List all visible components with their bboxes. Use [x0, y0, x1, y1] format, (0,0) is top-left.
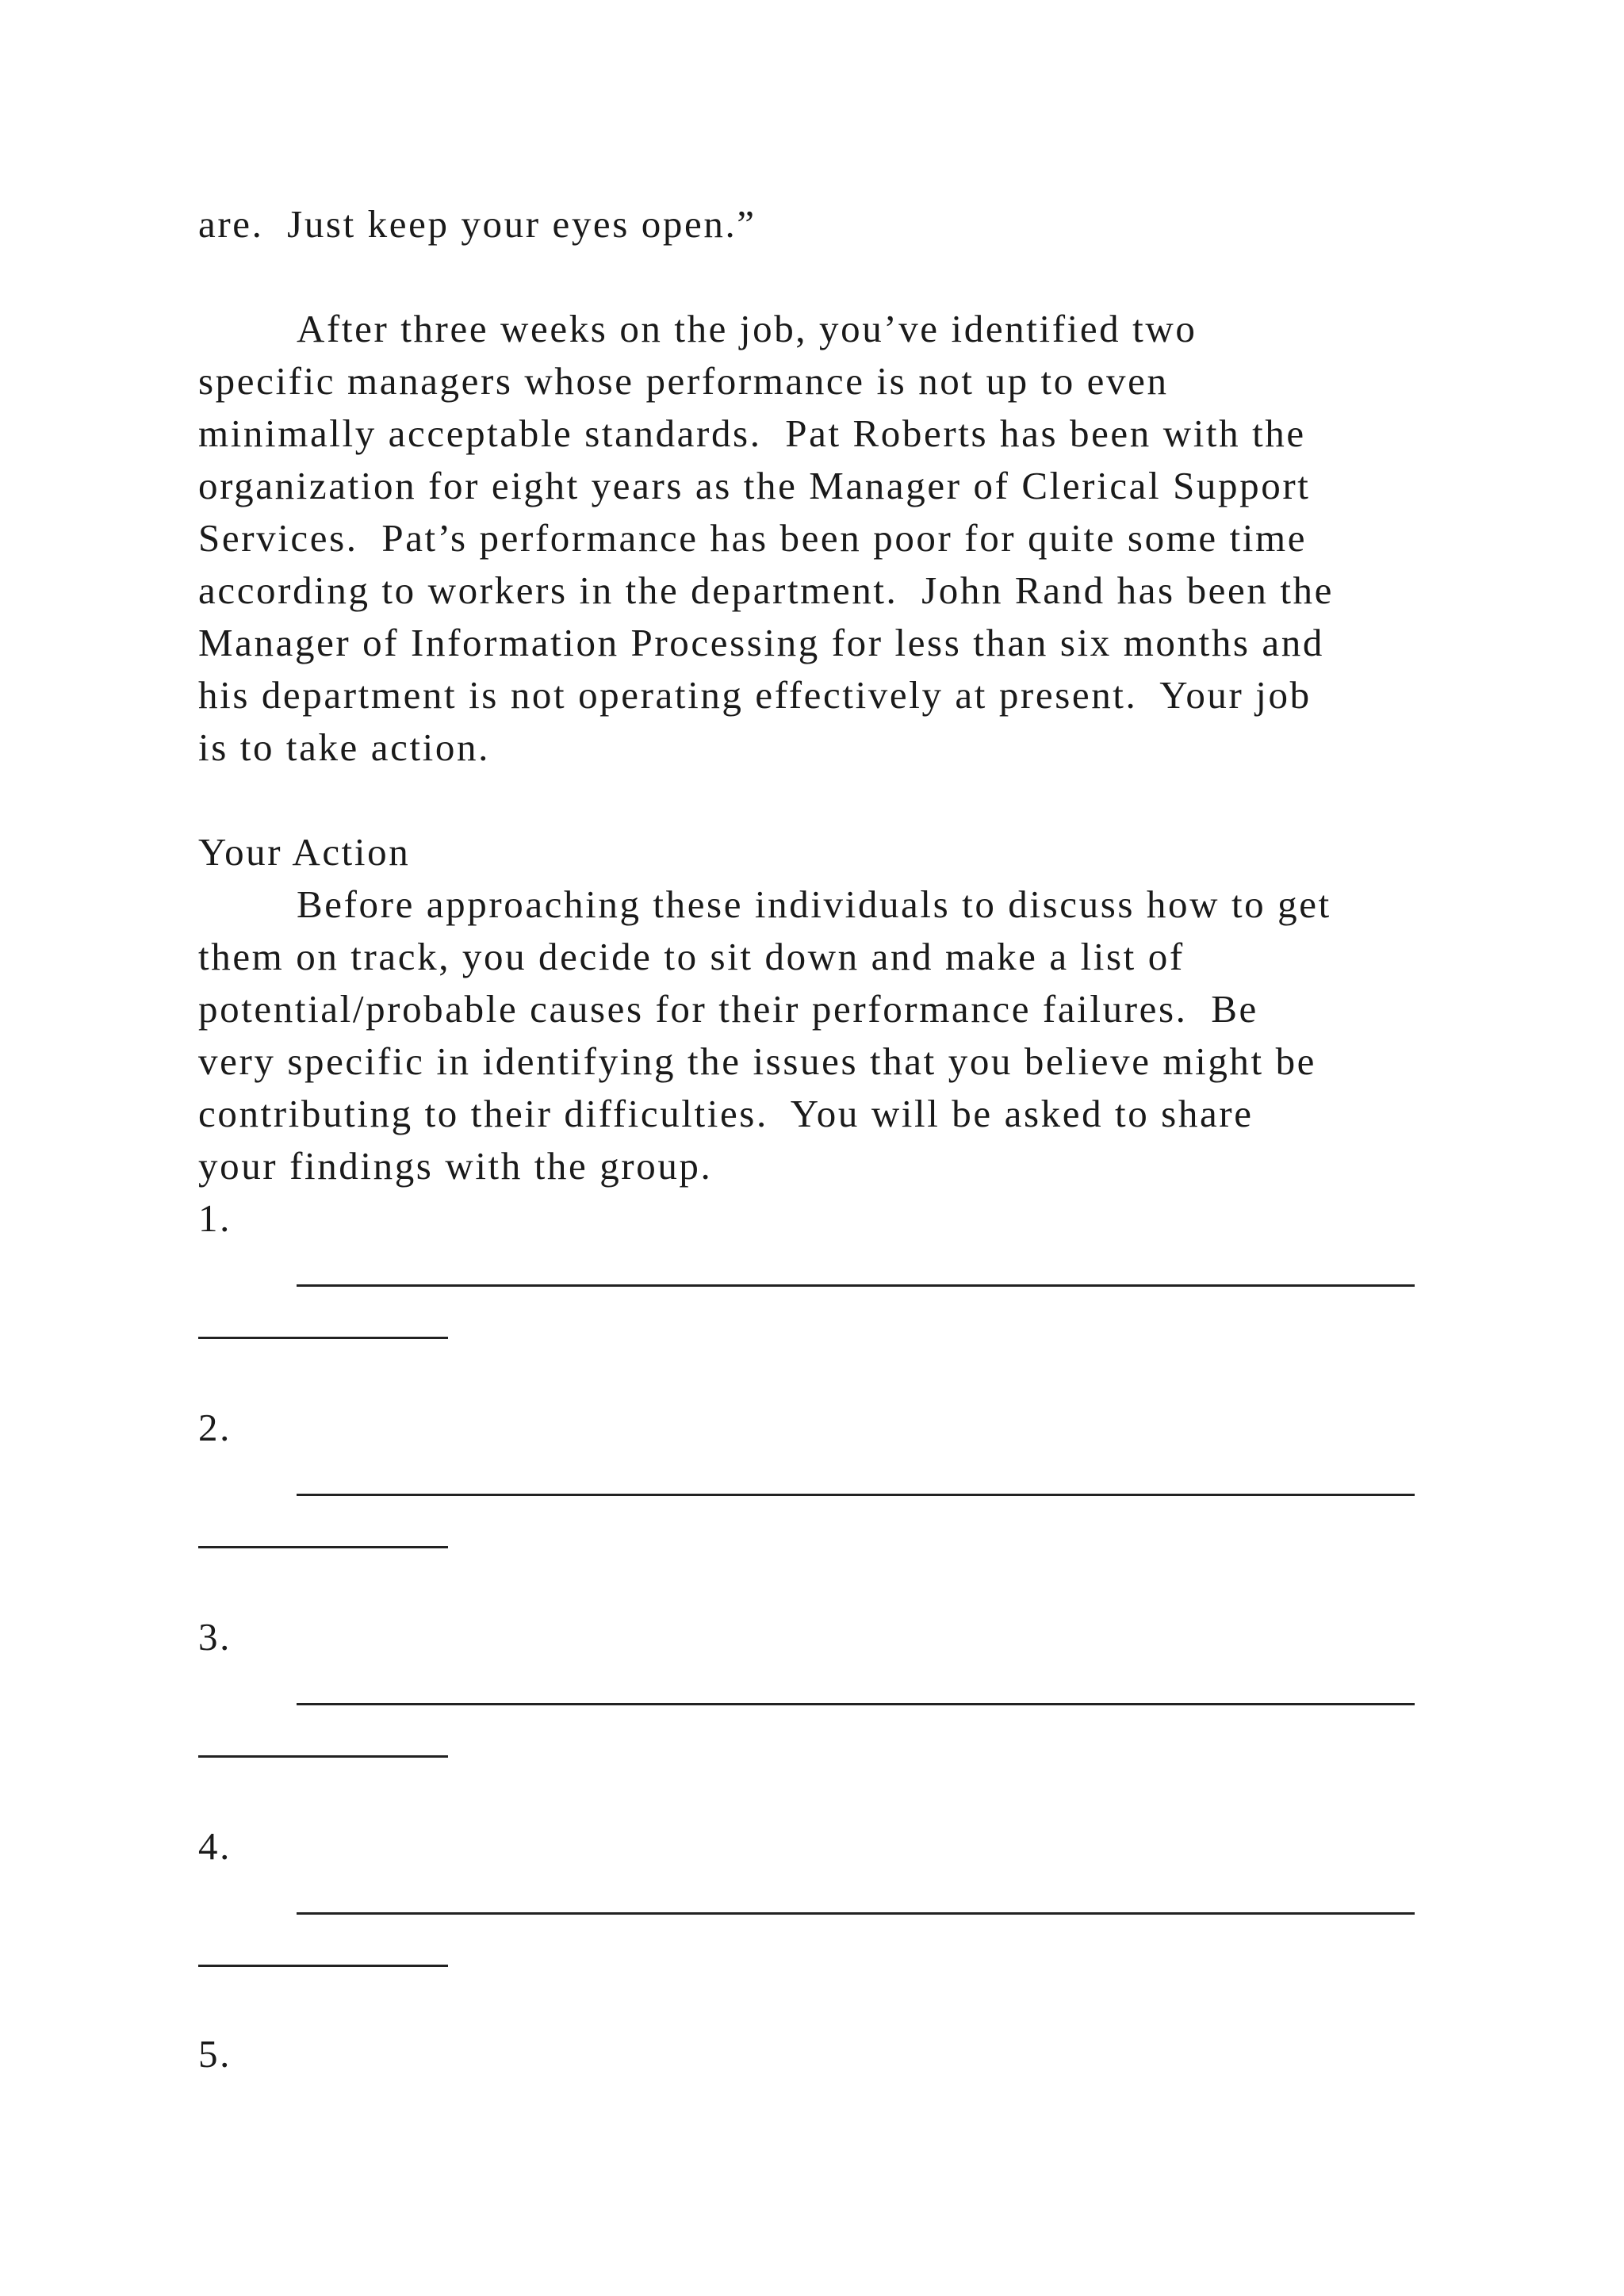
- list-number: 4.: [198, 1824, 232, 1868]
- answer-blank-line-continued[interactable]: [198, 1755, 448, 1758]
- text-line: is to take action.: [198, 725, 490, 769]
- answer-blank-line[interactable]: [297, 1494, 1415, 1496]
- answer-blank-line-continued[interactable]: [198, 1337, 448, 1339]
- list-number: 1.: [198, 1196, 232, 1240]
- list-number: 5.: [198, 2032, 232, 2076]
- list-number: 2.: [198, 1406, 232, 1449]
- text-line: contributing to their difficulties. You will be asked to share: [198, 1092, 1254, 1135]
- text-line: minimally acceptable standards. Pat Roberts has been with the: [198, 411, 1306, 455]
- text-line: specific managers whose performance is not up to even: [198, 359, 1169, 403]
- text-line: them on track, you decide to sit down and make a list of: [198, 935, 1185, 978]
- text-line: After three weeks on the job, you’ve identified two: [297, 307, 1197, 350]
- text-line: his department is not operating effectively at present. Your job: [198, 673, 1312, 717]
- answer-blank-line[interactable]: [297, 1284, 1415, 1287]
- answer-blank-line[interactable]: [297, 1912, 1415, 1915]
- answer-blank-line-continued[interactable]: [198, 1546, 448, 1548]
- text-line: Services. Pat’s performance has been poor for quite some time: [198, 516, 1308, 560]
- answer-blank-line[interactable]: [297, 1703, 1415, 1705]
- text-line: Before approaching these individuals to discuss how to get: [297, 882, 1331, 926]
- text-line: your findings with the group.: [198, 1144, 713, 1188]
- section-heading: Your Action: [198, 830, 411, 874]
- text-line: potential/probable causes for their performance failures. Be: [198, 987, 1258, 1031]
- text-line: are. Just keep your eyes open.”: [198, 202, 756, 246]
- text-line: Manager of Information Processing for less than six months and: [198, 621, 1324, 664]
- text-line: very specific in identifying the issues that you believe might be: [198, 1039, 1317, 1083]
- text-line: according to workers in the department. John Rand has been the: [198, 568, 1334, 612]
- text-line: organization for eight years as the Manager of Clerical Support: [198, 464, 1311, 507]
- list-number: 3.: [198, 1615, 232, 1659]
- answer-blank-line-continued[interactable]: [198, 1965, 448, 1967]
